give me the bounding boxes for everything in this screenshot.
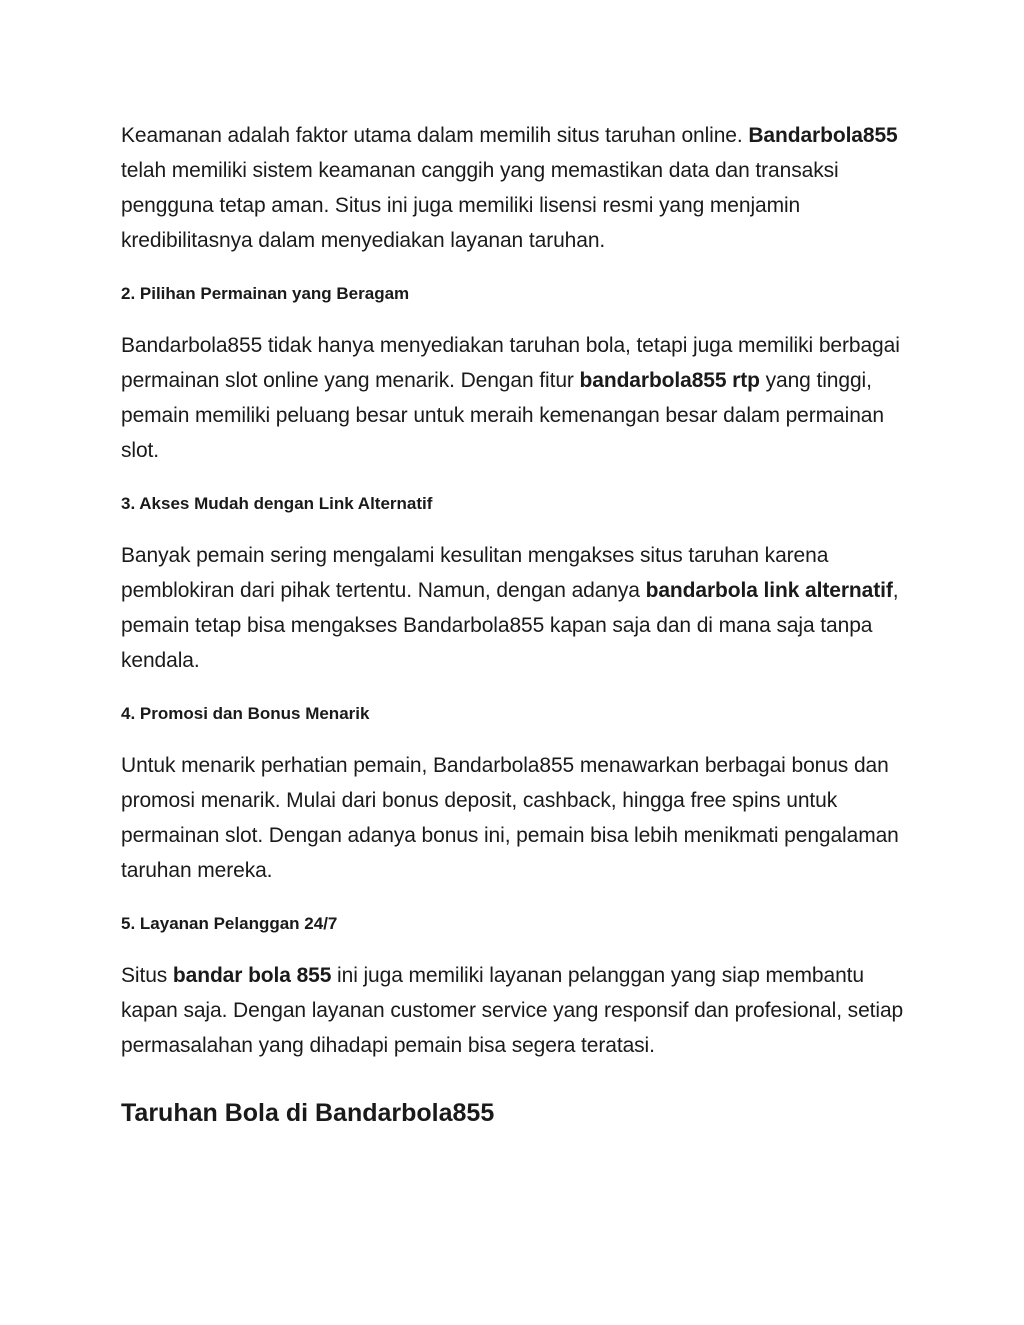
text: Banyak pemain sering mengalami kesulitan mengakses situs taruhan karena pemblokiran dari pihak tertentu. Namun, dengan adanya: [121, 544, 829, 602]
bold-keyword: Bandarbola855: [748, 124, 898, 147]
paragraph-alternative-link: [121, 538, 921, 678]
section-title: Taruhan Bola di Bandarbola855: [121, 1099, 495, 1127]
bold-keyword: bandarbola link alternatif: [645, 579, 893, 602]
paragraph-game-choice: [121, 328, 921, 468]
text: ini juga memiliki layanan pelanggan yang siap membantu kapan saja. Dengan layanan customer service yang responsif dan profesional, setiap permasalahan yang dihadapi pemain bisa segera teratasi.: [121, 964, 904, 1057]
heading-alternative-link: 3. Akses Mudah dengan Link Alternatif: [121, 494, 433, 513]
paragraph-security: [121, 118, 921, 258]
bold-keyword: bandarbola855 rtp: [579, 369, 760, 392]
text: Bandarbola855 tidak hanya menyediakan taruhan bola, tetapi juga memiliki berbagai permainan slot online yang menarik. Dengan fitur: [121, 334, 900, 392]
paragraph-promo-bonus: [121, 748, 921, 888]
text: , pemain tetap bisa mengakses Bandarbola855 kapan saja dan di mana saja tanpa kendala.: [121, 579, 899, 672]
text: telah memiliki sistem keamanan canggih yang memastikan data dan transaksi pengguna tetap aman. Situs ini juga memiliki lisensi resmi yang menjamin kredibilitasnya dalam menyediakan layanan taruhan.: [121, 159, 839, 252]
text: yang tinggi, pemain memiliki peluang besar untuk meraih kemenangan besar dalam permainan slot.: [121, 369, 884, 462]
bold-keyword: bandar bola 855: [172, 964, 332, 987]
heading-game-choice: 2. Pilihan Permainan yang Beragam: [121, 284, 410, 303]
paragraph-customer-service: [121, 958, 921, 1063]
heading-promo-bonus: 4. Promosi dan Bonus Menarik: [121, 704, 370, 723]
text: Keamanan adalah faktor utama dalam memilih situs taruhan online.: [121, 124, 749, 147]
text: Untuk menarik perhatian pemain, Bandarbola855 menawarkan berbagai bonus dan promosi menarik. Mulai dari bonus deposit, cashback, hingga free spins untuk permainan slot. Dengan adanya bonus ini, pemain bisa lebih menikmati pengalaman taruhan mereka.: [121, 754, 899, 882]
text: Situs: [121, 964, 173, 987]
heading-customer-service: 5. Layanan Pelanggan 24/7: [121, 914, 338, 933]
document-page: [121, 118, 921, 1130]
